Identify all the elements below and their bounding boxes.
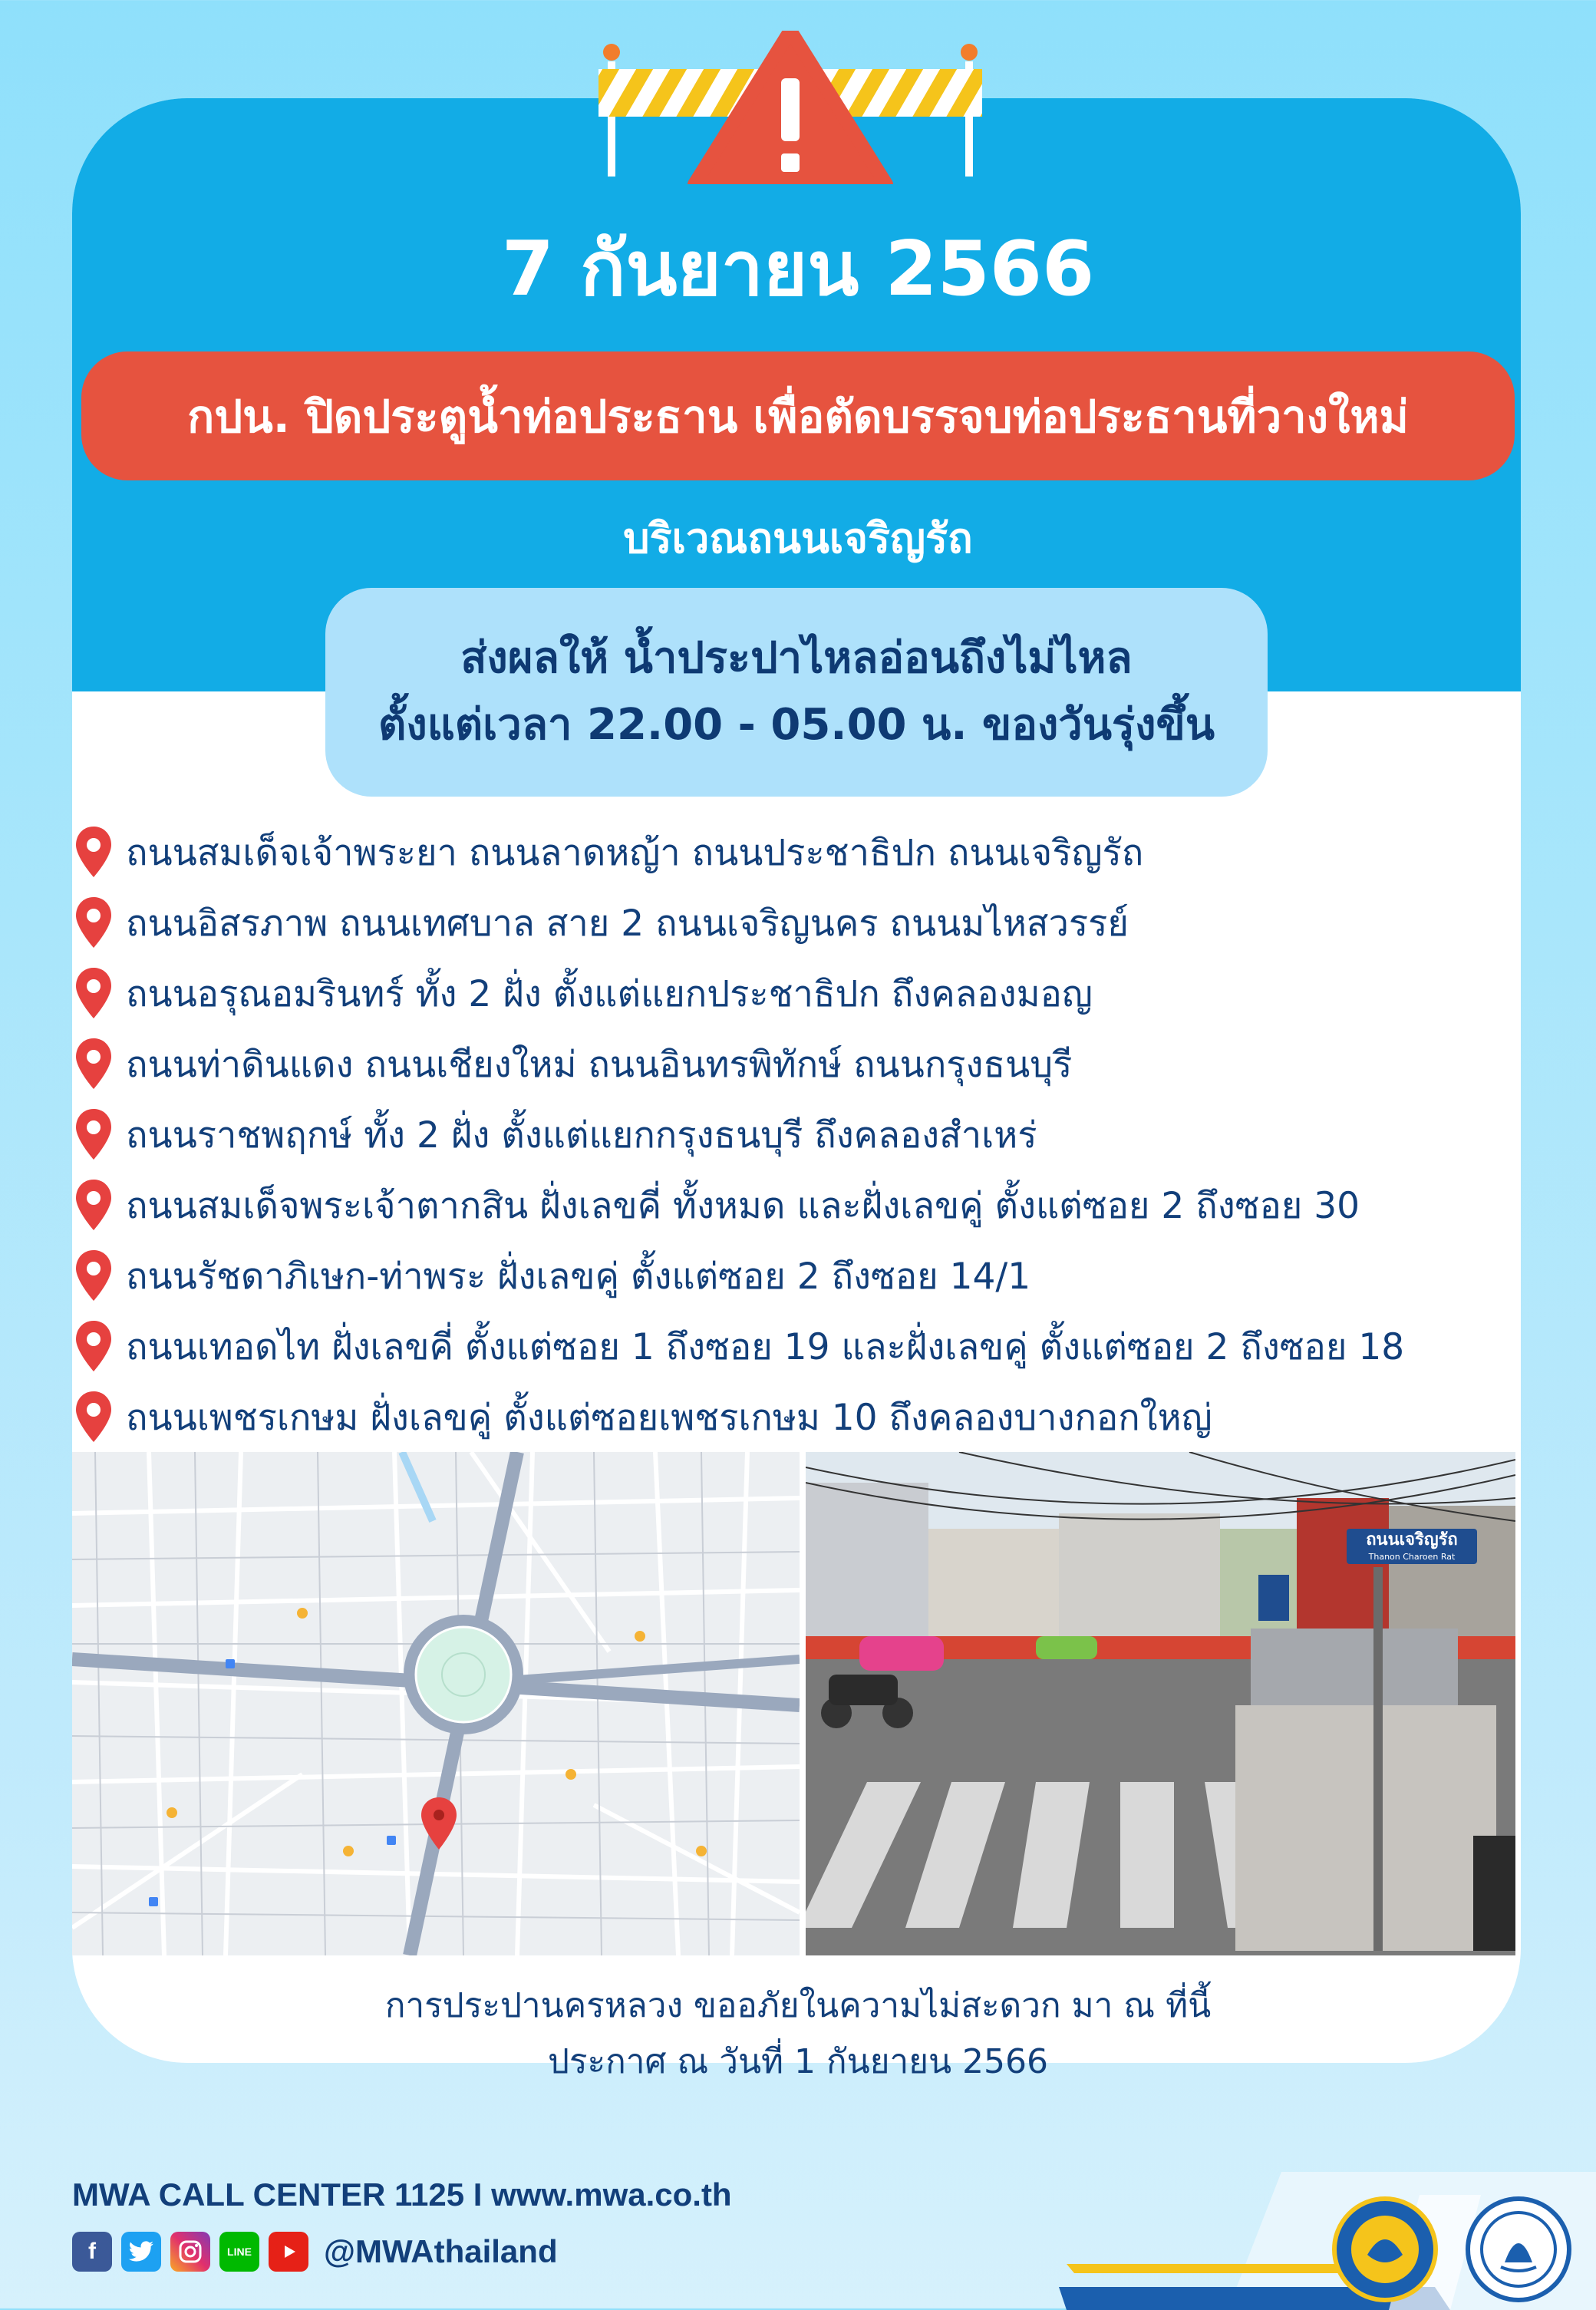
street-text: ถนนรัชดาภิเษก-ท่าพระ ฝั่งเลขคู่ ตั้งแต่ซอย 2 ถึงซอย 14/1 — [126, 1255, 1031, 1298]
pin-icon — [74, 1037, 114, 1091]
call-center-text: MWA CALL CENTER 1125 I www.mwa.co.th — [72, 2176, 732, 2213]
royal-emblem-logo — [1332, 2196, 1438, 2302]
effect-line-2: ตั้งแต่เวลา 22.00 - 05.00 น. ของวันรุ่งขึ้น — [378, 700, 1215, 750]
line-icon[interactable]: LINE — [219, 2232, 259, 2272]
facebook-icon[interactable]: f — [72, 2232, 112, 2272]
effect-notice — [325, 588, 1268, 797]
list-item — [74, 1099, 1532, 1170]
twitter-icon[interactable] — [121, 2232, 161, 2272]
street-sign-en: Thanon Charoen Rat — [1368, 1552, 1456, 1562]
list-item — [74, 887, 1532, 958]
pin-icon — [74, 896, 114, 949]
street-text: ถนนสมเด็จเจ้าพระยา ถนนลาดหญ้า ถนนประชาธิปก ถนนเจริญรัถ — [126, 831, 1144, 874]
social-links — [72, 2232, 558, 2272]
street-text: ถนนอรุณอมรินทร์ ทั้ง 2 ฝั่ง ตั้งแต่แยกประชาธิปก ถึงคลองมอญ — [126, 972, 1093, 1015]
street-text: ถนนเทอดไท ฝั่งเลขคี่ ตั้งแต่ซอย 1 ถึงซอย 19 และฝั่งเลขคู่ ตั้งแต่ซอย 2 ถึงซอย 18 — [126, 1325, 1405, 1368]
effect-line-1: ส่งผลให้ น้ำประปาไหลอ่อนถึงไม่ไหล — [460, 633, 1133, 684]
map-graphic — [72, 1452, 800, 1955]
pin-icon — [74, 1107, 114, 1161]
list-item — [74, 1311, 1532, 1381]
list-item — [74, 1381, 1532, 1452]
mwa-logo — [1466, 2196, 1571, 2302]
pin-icon — [74, 825, 114, 879]
pin-icon — [74, 1390, 114, 1444]
announce-date: ประกาศ ณ วันที่ 1 กันยายน 2566 — [547, 2041, 1049, 2081]
footer-notice — [0, 1978, 1596, 2090]
list-item — [74, 1028, 1532, 1099]
list-item — [74, 958, 1532, 1028]
affected-streets-list — [74, 817, 1532, 1452]
warning-icon — [591, 31, 990, 184]
street-text: ถนนราชพฤกษ์ ทั้ง 2 ฝั่ง ตั้งแต่แยกกรุงธนบุรี ถึงคลองสำเหร่ — [126, 1114, 1037, 1157]
youtube-icon[interactable] — [269, 2232, 308, 2272]
street-text: ถนนอิสรภาพ ถนนเทศบาล สาย 2 ถนนเจริญนคร ถนนมไหสวรรย์ — [126, 902, 1129, 945]
list-item — [74, 817, 1532, 887]
date-heading: 7 กันยายน 2566 — [501, 226, 1095, 313]
street-text: ถนนสมเด็จพระเจ้าตากสิน ฝั่งเลขคี่ ทั้งหมด และฝั่งเลขคู่ ตั้งแต่ซอย 2 ถึงซอย 30 — [126, 1184, 1360, 1227]
pin-icon — [74, 1249, 114, 1302]
instagram-icon[interactable] — [170, 2232, 210, 2272]
title-banner: กปน. ปิดประตูน้ำท่อประธาน เพื่อตัดบรรจบท่อประธานที่วางใหม่ — [81, 351, 1515, 480]
pin-icon — [74, 966, 114, 1020]
location-map — [72, 1452, 800, 1955]
street-photo — [806, 1452, 1515, 1955]
street-sign-text: ถนนเจริญรัถ — [1366, 1530, 1458, 1549]
location-subtitle: บริเวณถนนเจริญรัถ — [623, 514, 973, 563]
list-item — [74, 1170, 1532, 1240]
list-item — [74, 1240, 1532, 1311]
street-text: ถนนเพชรเกษม ฝั่งเลขคู่ ตั้งแต่ซอยเพชรเกษม 10 ถึงคลองบางกอกใหญ่ — [126, 1396, 1212, 1439]
pin-icon — [74, 1178, 114, 1232]
street-scene — [806, 1452, 1515, 1955]
street-text: ถนนท่าดินแดง ถนนเชียงใหม่ ถนนอินทรพิทักษ์ ถนนกรุงธนบุรี — [126, 1043, 1073, 1086]
pin-icon — [74, 1319, 114, 1373]
social-handle: @MWAthailand — [324, 2233, 558, 2269]
apology-text: การประปานครหลวง ขออภัยในความไม่สะดวก มา ณ ที่นี้ — [384, 1986, 1212, 2025]
